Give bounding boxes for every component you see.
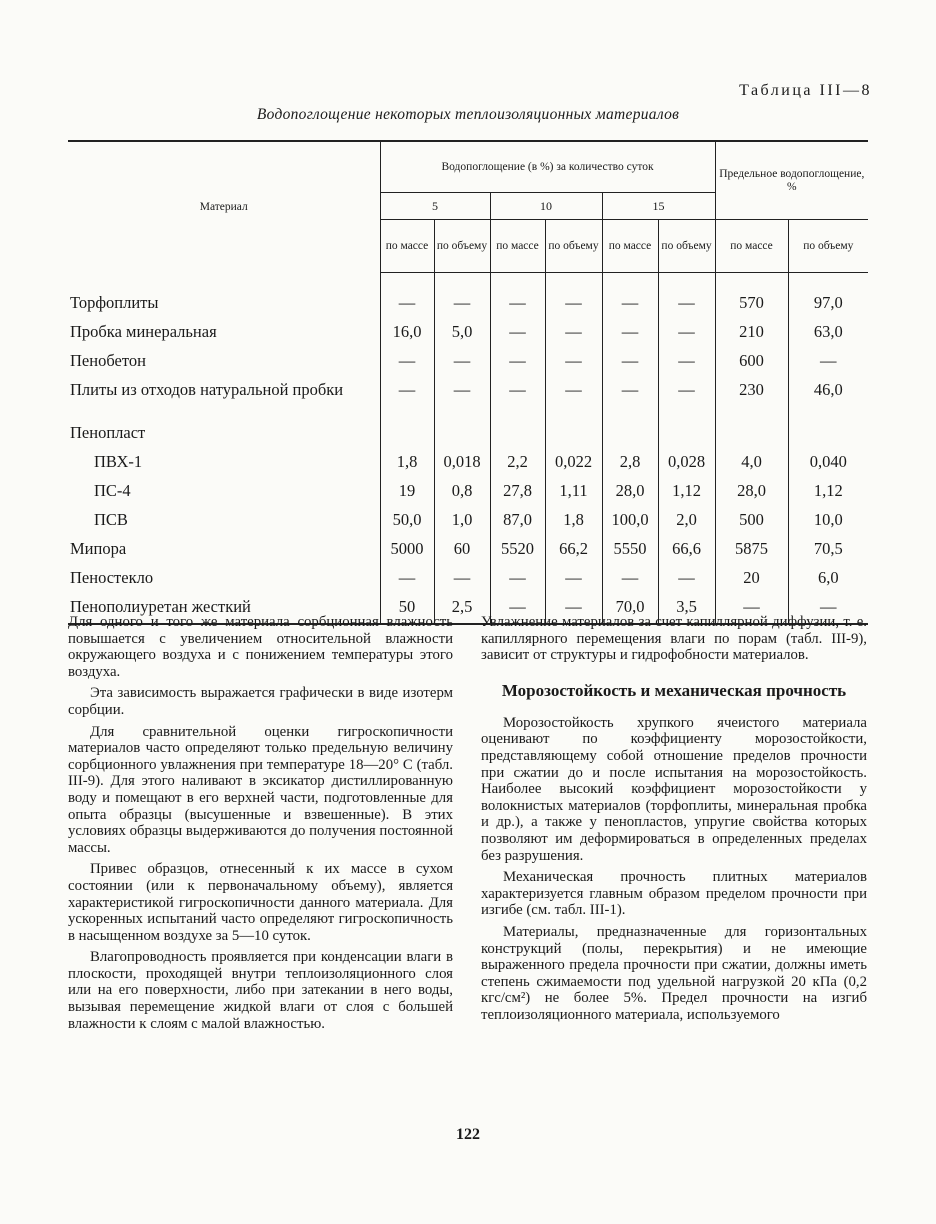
header-by-mass: по массе <box>715 220 788 273</box>
section-heading: Морозостойкость и механическая прочность <box>501 680 847 700</box>
paragraph: Эта зависимость выражается графически в виде изотерм сорбции. <box>68 685 453 718</box>
table-cell: 5550 <box>602 536 658 565</box>
table-cell: 1,12 <box>788 478 868 507</box>
table-cell: — <box>490 377 545 420</box>
table-cell: — <box>602 348 658 377</box>
paragraph: Механическая прочность плитных материалов характеризуется главным образом пределом прочности при изгибе (см. табл. III-1). <box>481 869 867 919</box>
table-cell: 50,0 <box>380 507 434 536</box>
table-row <box>68 507 868 536</box>
material-name: Пробка минеральная <box>70 322 217 341</box>
table-cell: — <box>658 565 715 594</box>
table-cell <box>715 420 788 449</box>
table-cell: 1,8 <box>380 449 434 478</box>
table-cell: — <box>545 565 602 594</box>
table-cell: 28,0 <box>715 478 788 507</box>
table-cell <box>545 420 602 449</box>
table-row <box>68 420 868 449</box>
paragraph: Для одного и того же материала сорбционная влажность повышается с увеличением относительной влажности окружающего воздуха и с понижением температуры этого воздуха. <box>68 614 453 680</box>
table-cell: 2,2 <box>490 449 545 478</box>
table-cell: 3,5 <box>658 594 715 624</box>
header-by-mass: по массе <box>380 220 434 273</box>
water-absorption-table <box>68 140 868 625</box>
table-cell: — <box>490 565 545 594</box>
header-by-volume: по объему <box>788 220 868 273</box>
table-cell: — <box>545 594 602 624</box>
table-cell: 10,0 <box>788 507 868 536</box>
table-cell: — <box>434 565 490 594</box>
table-cell: 87,0 <box>490 507 545 536</box>
table-cell: — <box>788 348 868 377</box>
table-cell: 0,040 <box>788 449 868 478</box>
header-by-volume: по объему <box>545 220 602 273</box>
table-cell: 5520 <box>490 536 545 565</box>
table-cell: — <box>380 565 434 594</box>
table-row <box>68 319 868 348</box>
header-days-10: 10 <box>490 193 602 220</box>
table-cell: — <box>545 377 602 420</box>
table-cell: 0,8 <box>434 478 490 507</box>
table-cell: — <box>380 348 434 377</box>
table-cell: — <box>602 377 658 420</box>
table-cell <box>788 420 868 449</box>
table-cell <box>602 420 658 449</box>
table-cell: 100,0 <box>602 507 658 536</box>
header-by-volume: по объему <box>658 220 715 273</box>
table-row <box>68 449 868 478</box>
table-cell <box>380 420 434 449</box>
material-name: Пенопласт <box>70 423 146 442</box>
table-cell: 63,0 <box>788 319 868 348</box>
table-cell: 70,0 <box>602 594 658 624</box>
table-cell: 2,8 <box>602 449 658 478</box>
material-name: Пенополиуретан жесткий <box>68 594 380 624</box>
table-cell: — <box>490 348 545 377</box>
table-cell: 5000 <box>380 536 434 565</box>
header-by-volume: по объему <box>434 220 490 273</box>
table-cell: 570 <box>715 290 788 319</box>
table-cell: 2,5 <box>434 594 490 624</box>
paragraph: Материалы, предназначенные для горизонтальных конструкций (полы, перекрытия) и не имеющие выраженного предела прочности при сжатии, должны иметь степень сжимаемости под удельной нагрузкой 20 кПа (0,2 кгс/см²) не более 5%. Предел прочности на изгиб теплоизоляционного материала, используемого <box>481 923 867 1023</box>
material-name: ПС-4 <box>94 481 131 500</box>
table-cell: 230 <box>715 377 788 420</box>
table-cell: — <box>545 290 602 319</box>
header-limit-group: Предельное водопоглощение, % <box>715 141 868 220</box>
paragraph: Морозостойкость хрупкого ячеистого материала оценивают по коэффициенту морозостойкости, представляющему собой отношение пределов прочности при сжатии до и после испытания на морозостойкость. Наиболее высокий коэффициент морозостойкости у волокнистых материалов (торфоплиты, минеральная пробка и др.), а также у пенопластов, упругие свойства которых позволяют им деформироваться в определенных пределах без разрушения. <box>481 714 867 864</box>
material-name: Торфоплиты <box>70 293 159 312</box>
material-name: ПСВ <box>94 510 128 529</box>
table-row <box>68 348 868 377</box>
header-days-5: 5 <box>380 193 490 220</box>
table-cell: 600 <box>715 348 788 377</box>
table-cell: — <box>490 290 545 319</box>
table-cell: 0,028 <box>658 449 715 478</box>
table-cell: 5,0 <box>434 319 490 348</box>
table-cell: 60 <box>434 536 490 565</box>
material-name: Пенобетон <box>70 351 146 370</box>
table-cell: 50 <box>380 594 434 624</box>
table-cell: 19 <box>380 478 434 507</box>
table-cell: — <box>602 290 658 319</box>
material-name: Пеностекло <box>70 568 154 587</box>
table-label: Таблица III—8 <box>739 82 872 99</box>
table-cell: — <box>380 377 434 420</box>
table-cell: 1,0 <box>434 507 490 536</box>
table-cell: 27,8 <box>490 478 545 507</box>
table-cell: 4,0 <box>715 449 788 478</box>
table-cell: 1,8 <box>545 507 602 536</box>
page-number: 122 <box>456 1126 480 1143</box>
table-row <box>68 478 868 507</box>
table-row <box>68 565 868 594</box>
material-name: ПВХ-1 <box>94 452 143 471</box>
table-cell: 0,018 <box>434 449 490 478</box>
table-cell: 28,0 <box>602 478 658 507</box>
header-absorption-group: Водопоглощение (в %) за количество суток <box>380 141 715 193</box>
table-cell: — <box>658 348 715 377</box>
table-row <box>68 290 868 319</box>
table-cell: — <box>602 319 658 348</box>
table-cell: — <box>434 348 490 377</box>
table-cell: 210 <box>715 319 788 348</box>
right-text-column <box>481 614 867 1028</box>
table-cell: — <box>545 319 602 348</box>
table-cell: 5875 <box>715 536 788 565</box>
table-cell: — <box>490 594 545 624</box>
table-cell: 2,0 <box>658 507 715 536</box>
table-cell: 16,0 <box>380 319 434 348</box>
header-by-mass: по массе <box>602 220 658 273</box>
table-cell: 1,11 <box>545 478 602 507</box>
table-row <box>68 536 868 565</box>
table-cell: 70,5 <box>788 536 868 565</box>
paragraph: Для сравнительной оценки гигроскопичности материалов часто определяют только предельную величину сорбционного увлажнения при температуре 18—20° С (табл. III-9). Для этого наливают в эксикатор дистиллированную воду и помещают в его верхней части, подготовленные для опыта образцы (высушенные и взвешенные). В этих условиях образцы выдерживаются до получения постоянной массы. <box>68 723 453 856</box>
table-cell: — <box>545 348 602 377</box>
paragraph: Увлажнение материалов за счет капиллярной диффузии, т. е. капиллярного перемещения влаги по порам (табл. III-9), зависит от структуры и гидрофобности материалов. <box>481 614 867 664</box>
table-cell: — <box>490 319 545 348</box>
table-cell <box>434 420 490 449</box>
table-cell: — <box>602 565 658 594</box>
table-caption: Водопоглощение некоторых теплоизоляционных материалов <box>256 106 680 123</box>
table-cell <box>490 420 545 449</box>
table-cell: 0,022 <box>545 449 602 478</box>
table-cell: — <box>434 377 490 420</box>
table-cell: — <box>658 319 715 348</box>
table-cell: 500 <box>715 507 788 536</box>
material-name: Мипора <box>70 539 127 558</box>
table-cell: — <box>715 594 788 624</box>
paragraph: Влагопроводность проявляется при конденсации влаги в плоскости, проходящей внутри теплоизоляционного слоя или на его поверхности, либо при затекании в него воды, вызывая перемещение жидкой влаги от слоя с большей влажности к слоям с малой влажностью. <box>68 949 453 1032</box>
table-cell: — <box>658 377 715 420</box>
left-text-column <box>68 614 453 1037</box>
table-row <box>68 377 868 420</box>
table-cell: 20 <box>715 565 788 594</box>
table-cell: — <box>788 594 868 624</box>
table-cell: 1,12 <box>658 478 715 507</box>
header-material: Материал <box>68 141 380 273</box>
paragraph: Привес образцов, отнесенный к их массе в сухом состоянии (или к первоначальному объему), является характеристикой гигроскопичности данного материала. Для ускоренных испытаний часто определяют гигроскопичность в насыщенном воздухе за 5—10 суток. <box>68 861 453 944</box>
table-cell: 46,0 <box>788 377 868 420</box>
table-cell: 66,6 <box>658 536 715 565</box>
table-cell: 6,0 <box>788 565 868 594</box>
table-cell: — <box>658 290 715 319</box>
header-days-15: 15 <box>602 193 715 220</box>
material-name: Плиты из отходов натуральной пробки <box>70 380 344 399</box>
table-cell: — <box>434 290 490 319</box>
table-cell: 66,2 <box>545 536 602 565</box>
table-cell: — <box>380 290 434 319</box>
header-by-mass: по массе <box>490 220 545 273</box>
table-cell: 97,0 <box>788 290 868 319</box>
table-cell <box>658 420 715 449</box>
